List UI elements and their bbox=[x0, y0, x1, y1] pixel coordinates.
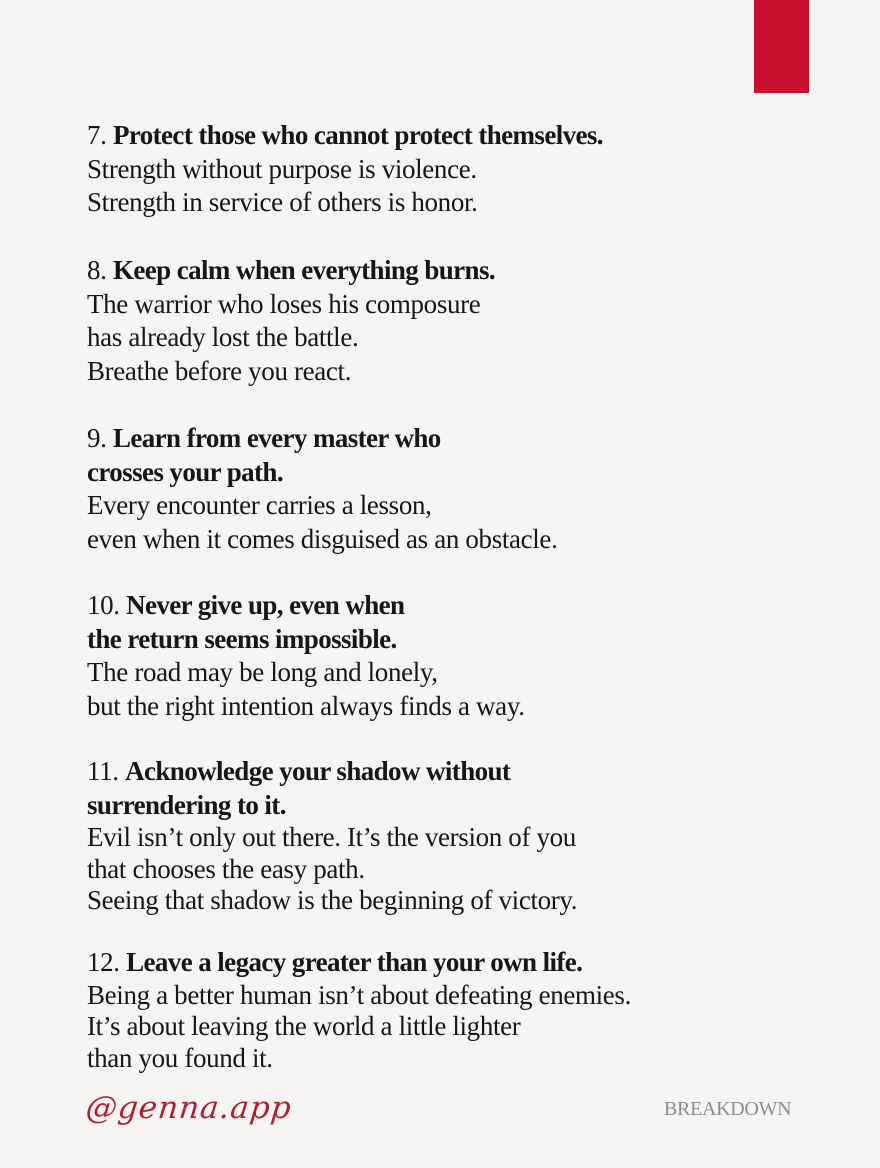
list-item-11 bbox=[87, 755, 577, 917]
item-number: 10. bbox=[87, 590, 120, 620]
list-item-9 bbox=[87, 422, 557, 556]
item-heading bbox=[87, 119, 603, 153]
body-line: The road may be long and lonely, bbox=[87, 657, 438, 687]
brand-label: BREAKDOWN bbox=[664, 1098, 792, 1120]
item-number: 11. bbox=[87, 756, 119, 786]
item-number: 12. bbox=[87, 947, 120, 977]
item-body bbox=[87, 980, 631, 1075]
item-title: Never give up, even when bbox=[126, 590, 405, 620]
item-title: Acknowledge your shadow without bbox=[125, 756, 511, 786]
body-line: than you found it. bbox=[87, 1042, 273, 1073]
body-line: that chooses the easy path. bbox=[87, 853, 365, 884]
body-line: The warrior who loses his composure bbox=[87, 288, 481, 319]
body-line: Strength in service of others is honor. bbox=[87, 187, 478, 217]
body-line: Breathe before you react. bbox=[87, 355, 352, 386]
list-item-8 bbox=[87, 254, 495, 388]
body-line: Evil isn’t only out there. It’s the version of you bbox=[87, 822, 576, 852]
list-item-10 bbox=[87, 589, 525, 723]
body-line: Being a better human isn’t about defeating enemies. bbox=[87, 979, 631, 1010]
body-line: Every encounter carries a lesson, bbox=[87, 490, 432, 520]
body-line: Seeing that shadow is the beginning of victory. bbox=[87, 885, 578, 915]
author-handle: @genna.app bbox=[84, 1090, 294, 1126]
item-title-continued: crosses your path. bbox=[87, 456, 283, 487]
item-heading bbox=[87, 254, 495, 288]
item-body bbox=[87, 822, 577, 917]
item-number: 8. bbox=[87, 255, 107, 285]
item-title: Learn from every master who bbox=[112, 423, 441, 453]
body-line: It’s about leaving the world a little lighter bbox=[87, 1011, 521, 1041]
item-heading bbox=[87, 755, 577, 822]
item-number: 7. bbox=[87, 120, 107, 150]
list-item-7 bbox=[87, 119, 603, 220]
item-title: Leave a legacy greater than your own life. bbox=[126, 947, 583, 977]
item-body bbox=[87, 153, 603, 220]
item-title: Keep calm when everything burns. bbox=[112, 255, 496, 285]
list-item-12 bbox=[87, 946, 631, 1074]
body-line: but the right intention always finds a way. bbox=[87, 690, 525, 721]
item-title: Protect those who cannot protect themselves. bbox=[112, 120, 603, 150]
body-line: even when it comes disguised as an obstacle. bbox=[87, 523, 558, 554]
item-number: 9. bbox=[87, 423, 107, 453]
item-body bbox=[87, 656, 525, 723]
item-body bbox=[87, 489, 557, 556]
body-line: has already lost the battle. bbox=[87, 322, 359, 352]
item-heading bbox=[87, 422, 557, 489]
body-line: Strength without purpose is violence. bbox=[87, 153, 477, 184]
item-title-continued: the return seems impossible. bbox=[87, 623, 397, 654]
item-heading bbox=[87, 589, 525, 656]
red-bookmark-tab bbox=[754, 0, 809, 93]
item-body bbox=[87, 288, 495, 389]
item-title-continued: surrendering to it. bbox=[87, 789, 286, 820]
item-heading bbox=[87, 946, 631, 980]
